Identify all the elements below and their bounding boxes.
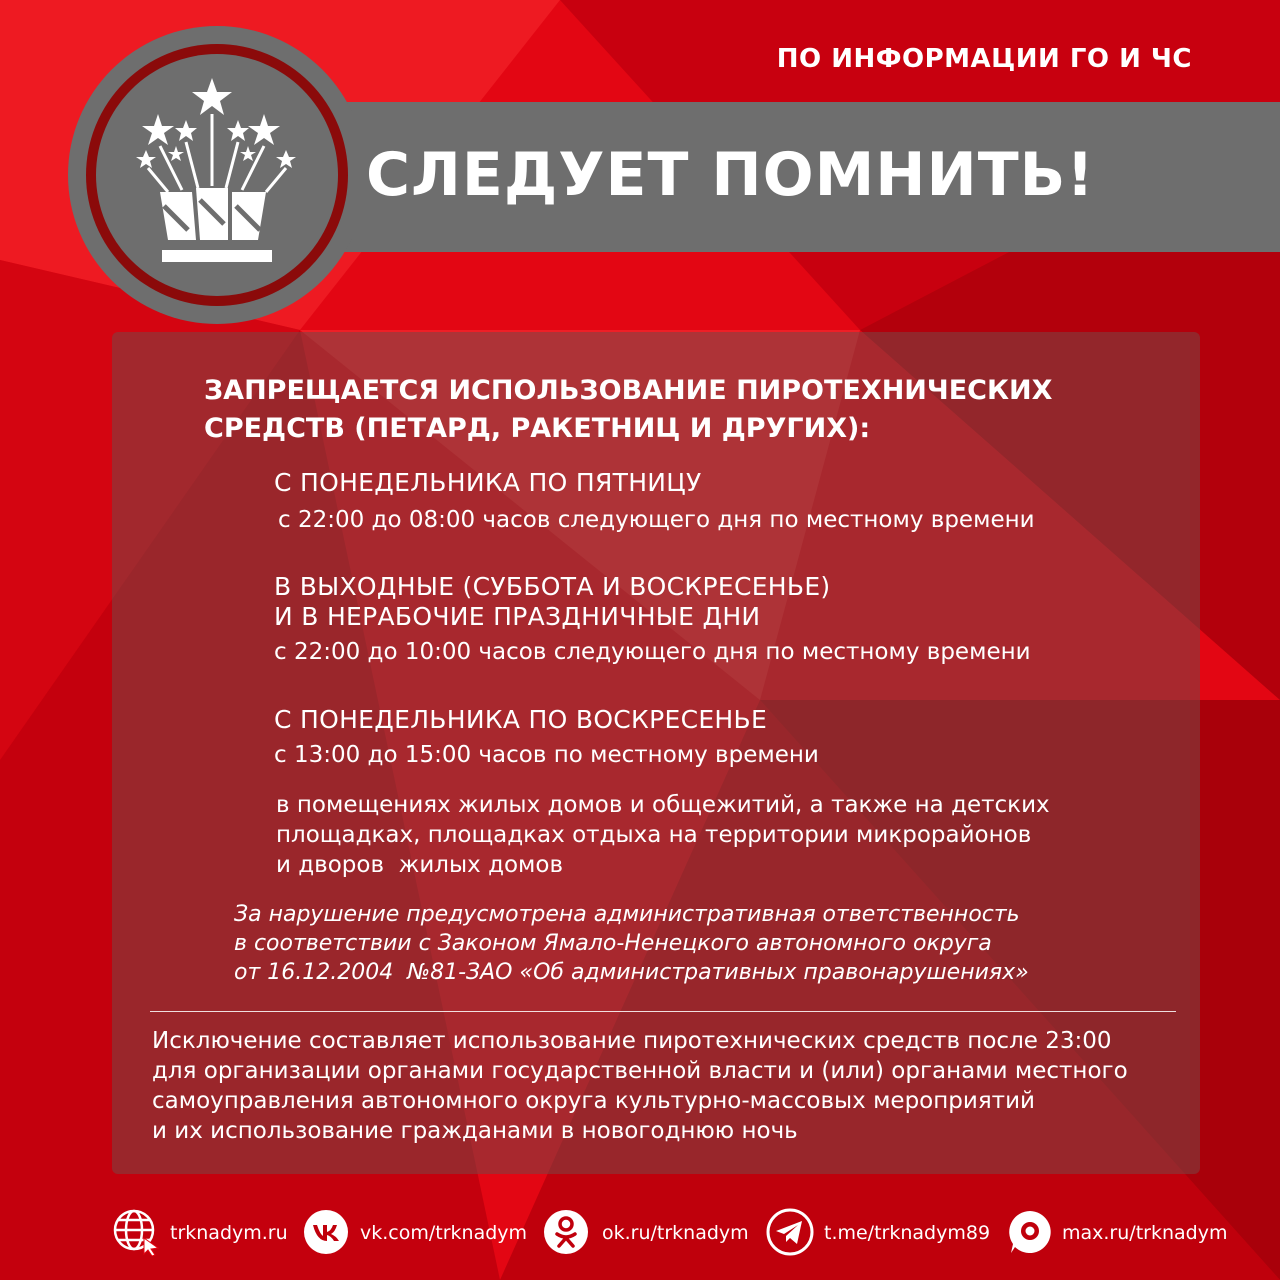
rule-daily-time: с 13:00 до 15:00 часов по местному времени — [274, 742, 819, 768]
main-prohibition: ЗАПРЕЩАЕТСЯ ИСПОЛЬЗОВАНИЕ ПИРОТЕХНИЧЕСКИХ СРЕДСТВ (ПЕТАРД, РАКЕТНИЦ И ДРУГИХ): — [204, 375, 1053, 444]
rule-weekdays-heading: С ПОНЕДЕЛЬНИКА ПО ПЯТНИЦУ — [274, 468, 702, 497]
liability-note: За нарушение предусмотрена административная ответственность в соответствии с Законом Ямало-Ненецкого автономного округа от 16.12.2004 №81-ЗАО «Об административных правонарушениях» — [234, 902, 1029, 985]
divider — [150, 1011, 1176, 1012]
rule-weekends-time: с 22:00 до 10:00 часов следующего дня по местному времени — [274, 639, 1031, 665]
telegram-icon — [766, 1208, 814, 1256]
exception-note: Исключение составляет использование пиротехнических средств после 23:00 для организации органами государственной власти и (или) органами местного самоуправления автономного округа культурно-массовых мероприятий и их использование гражданами в новогоднюю ночь — [152, 1028, 1128, 1144]
footer-link-vk[interactable]: vk.com/trknadym — [360, 1222, 528, 1244]
odnoklassniki-icon — [542, 1208, 590, 1256]
footer-link-site[interactable]: trknadym.ru — [170, 1222, 288, 1244]
globe-icon — [112, 1208, 160, 1256]
source-label: ПО ИНФОРМАЦИИ ГО И ЧС — [776, 44, 1192, 74]
footer-link-telegram[interactable]: t.me/trknadym89 — [824, 1222, 991, 1244]
page-title: СЛЕДУЕТ ПОМНИТЬ! — [366, 140, 1095, 210]
rule-daily-heading: С ПОНЕДЕЛЬНИКА ПО ВОСКРЕСЕНЬЕ — [274, 705, 768, 734]
max-icon — [1006, 1208, 1054, 1256]
places-text: в помещениях жилых домов и общежитий, а также на детских площадках, площадках отдыха на территории микрорайонов и дворов жилых домов — [276, 792, 1050, 878]
fireworks-icon — [96, 54, 338, 296]
footer-link-ok[interactable]: ok.ru/trknadym — [602, 1222, 749, 1244]
vk-icon — [302, 1208, 350, 1256]
footer-link-max[interactable]: max.ru/trknadym — [1062, 1222, 1228, 1244]
rule-weekends-heading: В ВЫХОДНЫЕ (СУББОТА И ВОСКРЕСЕНЬЕ) И В НЕРАБОЧИЕ ПРАЗДНИЧНЫЕ ДНИ — [274, 572, 831, 631]
rule-weekdays-time: с 22:00 до 08:00 часов следующего дня по местному времени — [278, 507, 1035, 533]
footer-links — [0, 1204, 1280, 1268]
